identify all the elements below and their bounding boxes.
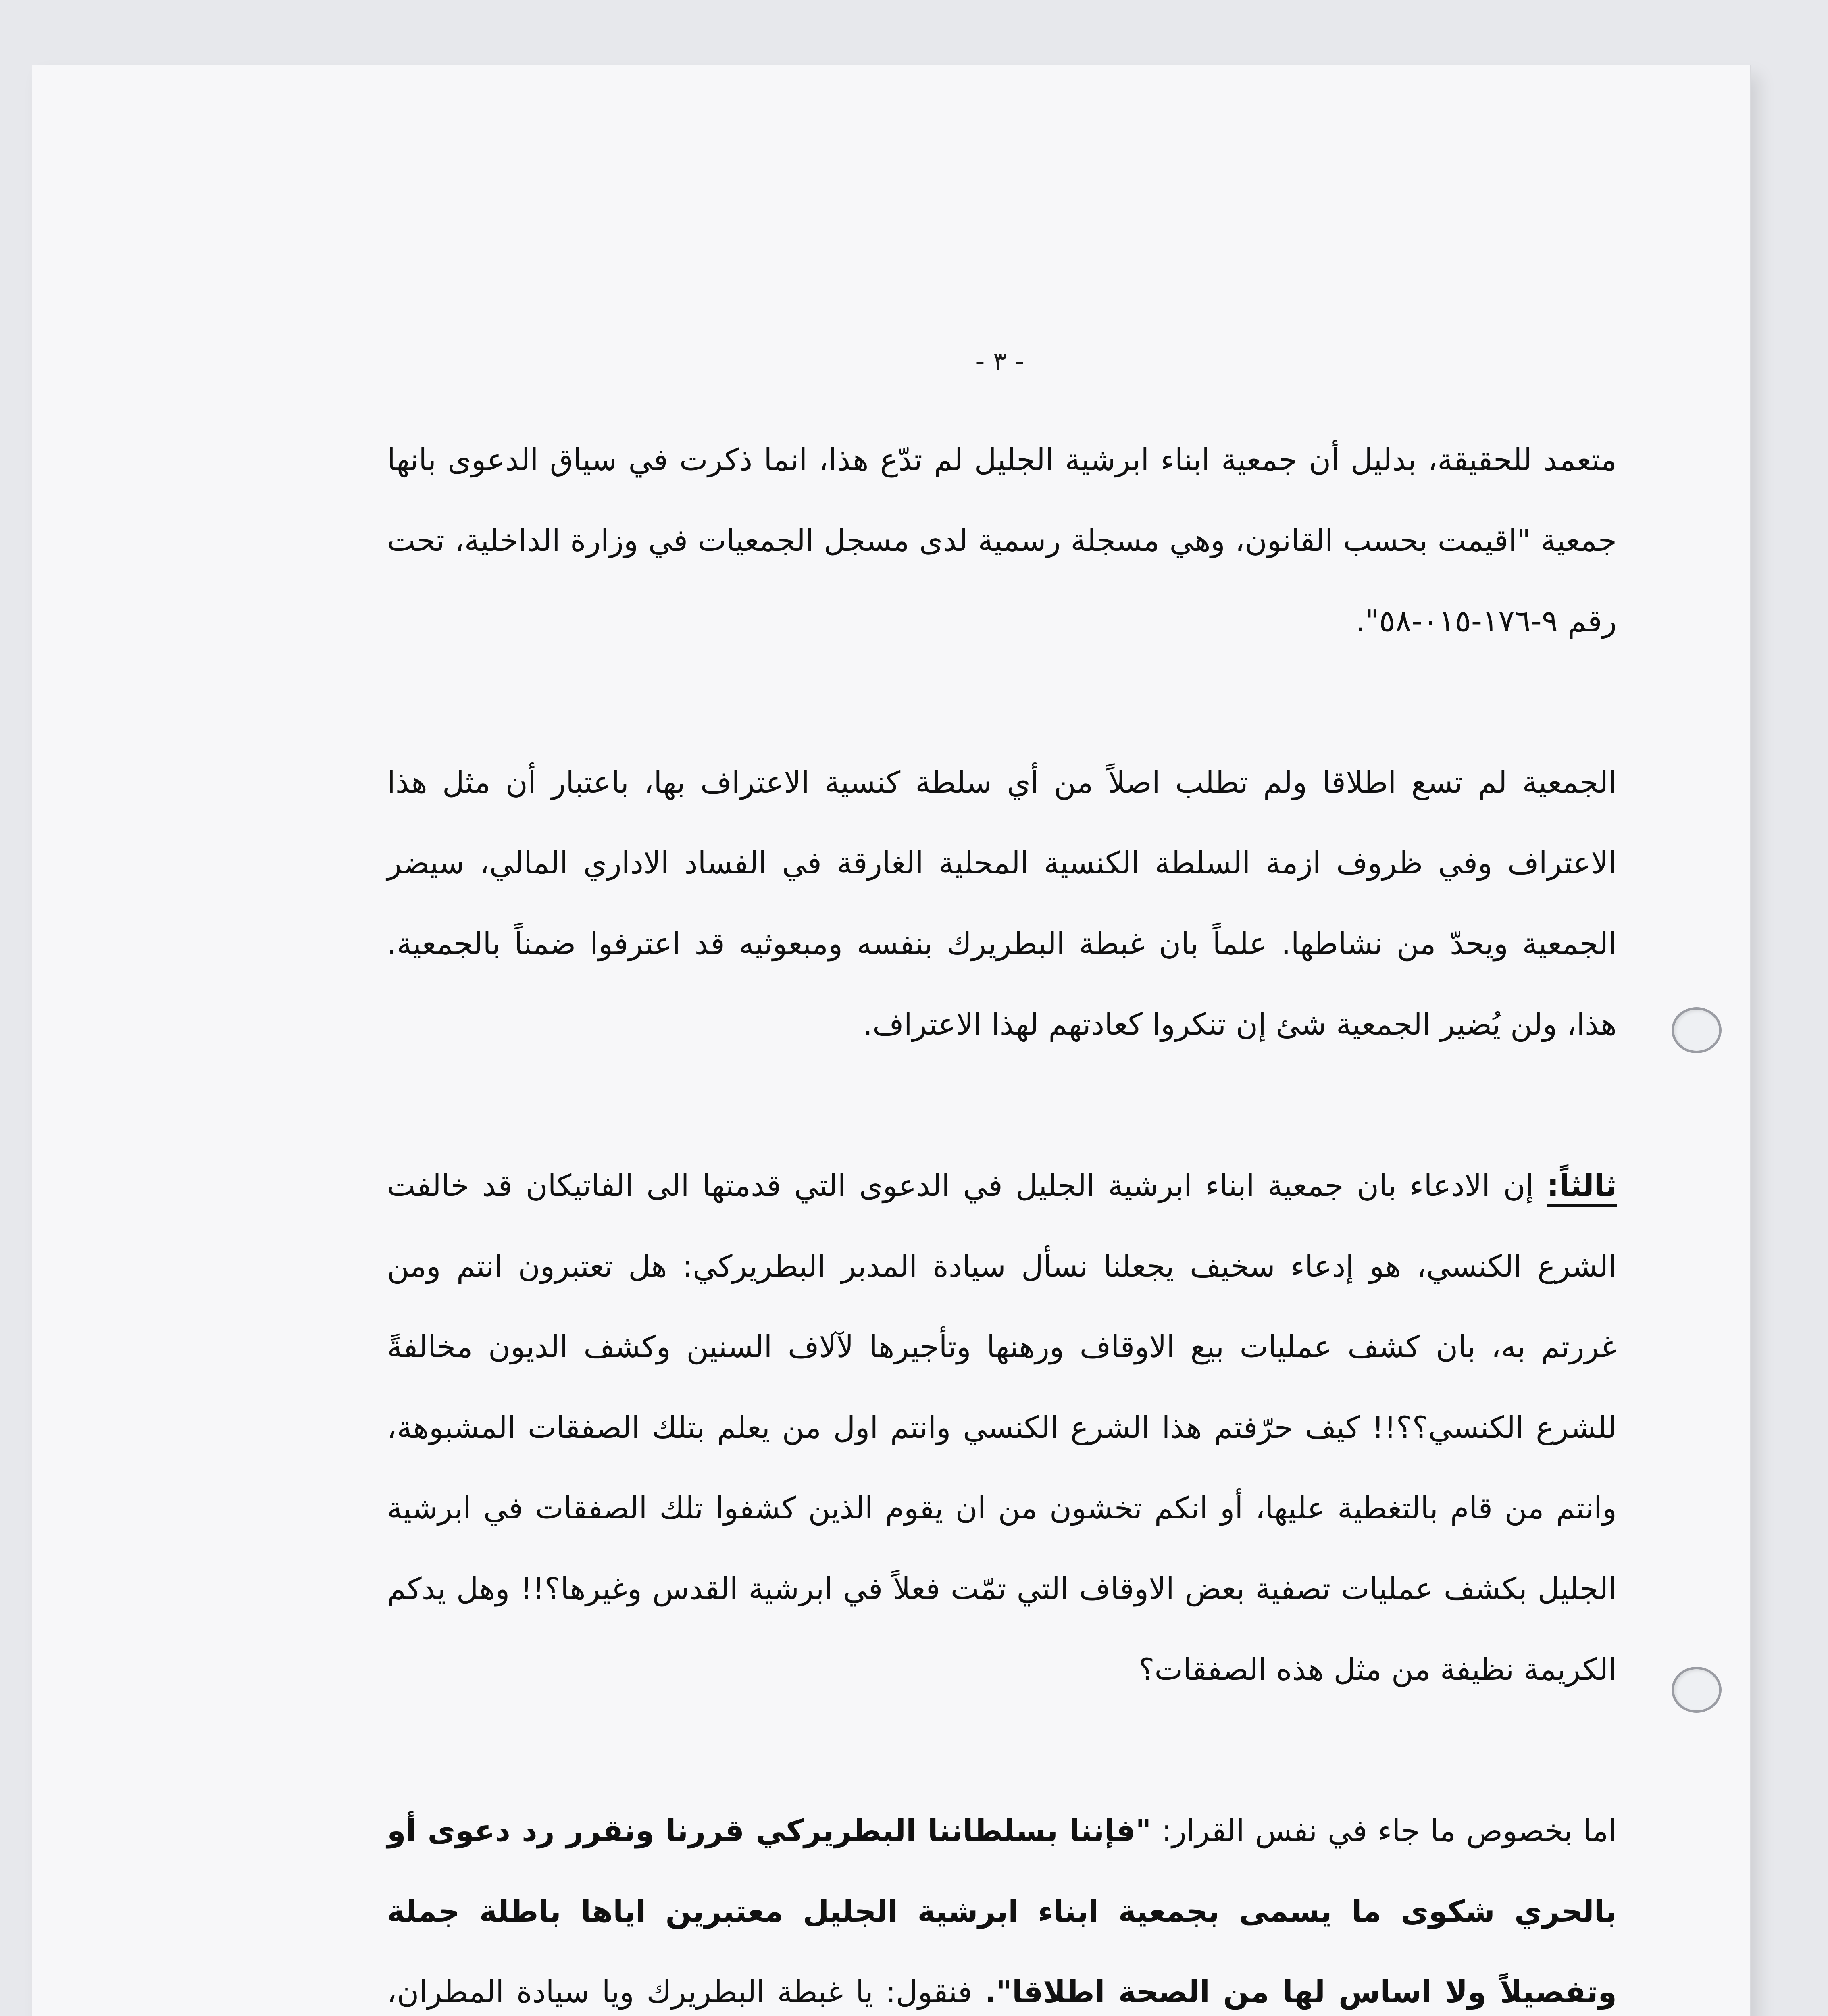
letter-body: [387, 419, 1617, 2016]
paragraph-4-rest: فنقول: يا غبطة البطريرك ويا سيادة المطران،: [387, 1974, 972, 2010]
paragraph-2: الجمعية لم تسع اطلاقا ولم تطلب اصلاً من أي سلطة كنسية الاعتراف بها، باعتبار أن مثل هذا الاعتراف وفي ظروف ازمة السلطة الكنسية المحلية الغارقة في الفساد الاداري المالي، سيضر الجمعية ويحدّ من نشاطها. علماً بان غبطة البطريرك بنفسه ومبعوثيه قد اعترفوا ضمناً بالجمعية. هذا، ولن يُضير الجمعية شئ إن تنكروا كعادتهم لهذا الاعتراف.: [387, 764, 1617, 1042]
paragraph-3: [387, 1145, 1617, 1710]
paper-sheet: [32, 65, 1751, 2016]
paragraph-gap: [387, 1710, 1617, 1790]
paragraph-4-intro: اما بخصوص ما جاء في نفس القرار:: [1151, 1813, 1617, 1848]
paragraph-gap: [387, 1064, 1617, 1145]
paragraph-3-body: إن الادعاء بان جمعية ابناء ابرشية الجليل في الدعوى التي قدمتها الى الفاتيكان قد خالفت الشرع الكنسي، هو إدعاء سخيف يجعلنا نسأل سيادة المدبر البطريركي: هل تعتبرون انتم ومن غررتم به، بان كشف عمليات بيع الاوقاف ورهنها وتأجيرها لآلاف السنين وكشف الديون مخالفةً للشرع الكنسي؟؟!! كيف حرّفتم هذا الشرع الكنسي وانتم اول من يعلم بتلك الصفقات المشبوهة، وانتم من قام بالتغطية عليها، أو انكم تخشون من ان يقوم الذين كشفوا تلك الصفقات في ابرشية الجليل بكشف عمليات تصفية بعض الاوقاف التي تمّت فعلاً في ابرشية القدس وغيرها؟!! وهل يدكم الكريمة نظيفة من مثل هذه الصفقات؟: [387, 1168, 1617, 1687]
section-heading-third: ثالثاً:: [1547, 1168, 1617, 1203]
quoted-decision: "فإننا بسلطاننا البطريركي قررنا ونقرر رد دعوى أو بالحري شكوى ما يسمى بجمعية ابناء ابرشية الجليل معتبرين اياها باطلة جملة وتفصيلاً ولا اساس لها من الصحة اطلاقا".: [387, 1813, 1617, 2010]
paragraph-gap: [387, 661, 1617, 742]
paragraph-4: [387, 1790, 1617, 2016]
paragraph-1: متعمد للحقيقة، بدليل أن جمعية ابناء ابرشية الجليل لم تدّع هذا، انما ذكرت في سياق الدعوى بانها جمعية "اقيمت بحسب القانون، وهي مسجلة رسمية لدى مسجل الجمعيات في وزارة الداخلية، تحت رقم ٩-١٧٦-٠١٥-٥٨".: [387, 442, 1617, 639]
punch-hole: [1672, 1667, 1722, 1713]
page-number: - ٣ -: [975, 347, 1024, 377]
punch-hole: [1672, 1007, 1722, 1053]
